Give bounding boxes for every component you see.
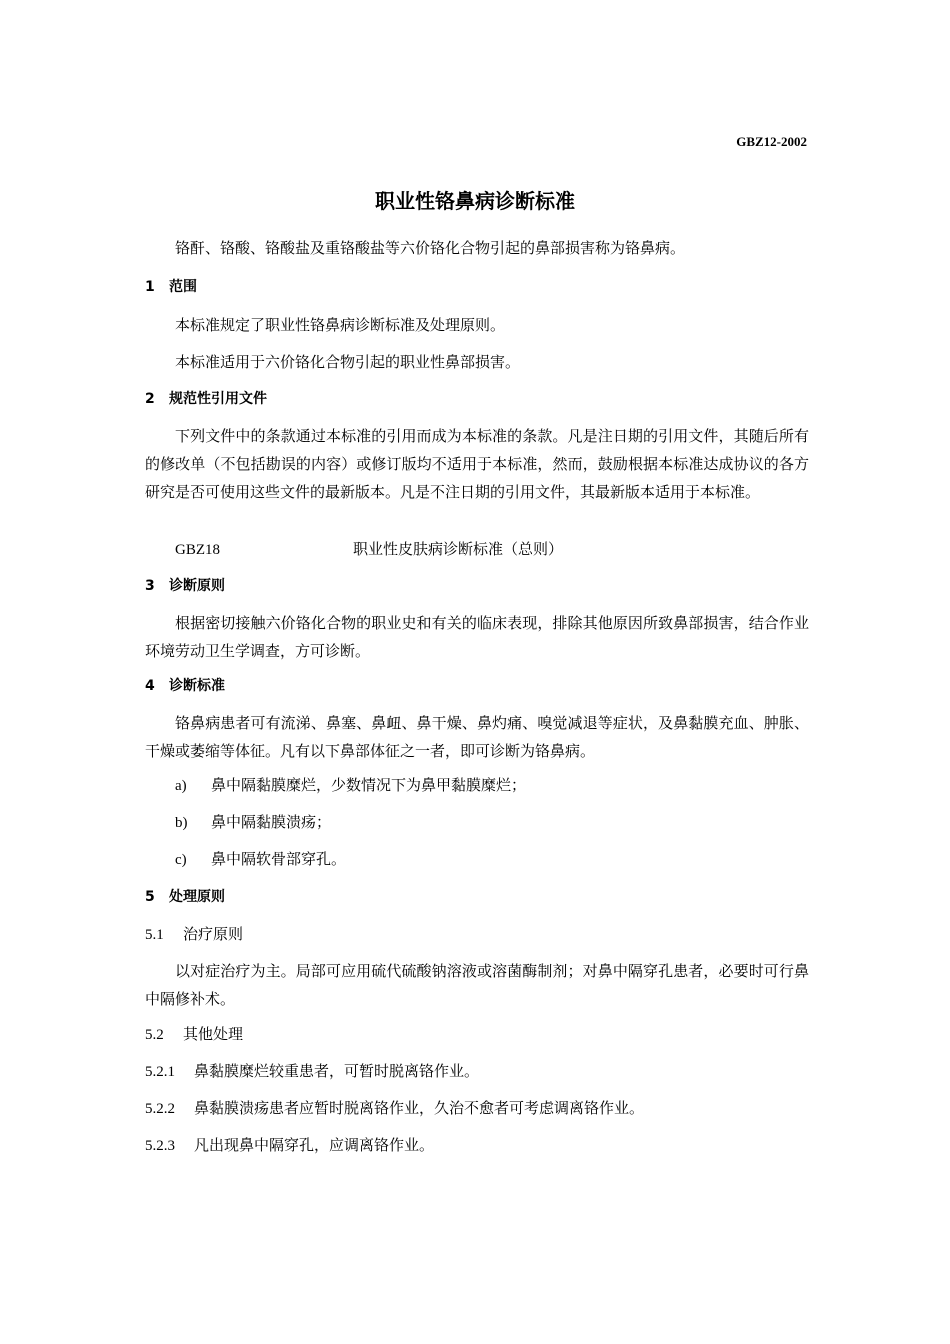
- subsection-5-2-heading: [145, 1020, 809, 1049]
- section-1-heading: [145, 273, 809, 301]
- subsection-5-1-paragraph: 以对症治疗为主。局部可应用硫代硫酸钠溶液或溶菌酶制剂；对鼻中隔穿孔患者，必要时可行鼻中隔修补术。: [145, 962, 809, 1008]
- section-title: 诊断标准: [169, 678, 225, 694]
- reference-title: 职业性皮肤病诊断标准（总则）: [353, 540, 564, 558]
- clause-5-2-1: [145, 1057, 809, 1086]
- subsection-title: 其他处理: [183, 1025, 244, 1043]
- intro-paragraph: 铬酐、铬酸、铬酸盐及重铬酸盐等六价铬化合物引起的鼻部损害称为铬鼻病。: [175, 239, 686, 257]
- standard-code: GBZ12-2002: [736, 134, 807, 149]
- clause-text: 鼻黏膜溃疡患者应暂时脱离铬作业，久治不愈者可考虑调离铬作业。: [194, 1099, 645, 1117]
- clause-number: 5.2.3: [145, 1138, 175, 1154]
- section-number: 5: [145, 889, 155, 905]
- section-4-heading: [145, 672, 809, 700]
- section-number: 3: [145, 578, 155, 594]
- section-title: 规范性引用文件: [169, 391, 267, 407]
- clause-number: 5.2.2: [145, 1101, 175, 1117]
- clause-text: 凡出现鼻中隔穿孔，应调离铬作业。: [194, 1136, 435, 1154]
- page-title: 职业性铬鼻病诊断标准: [375, 189, 575, 213]
- section-number: 2: [145, 391, 155, 407]
- clause-text: 鼻黏膜糜烂较重患者，可暂时脱离铬作业。: [194, 1062, 480, 1080]
- section-3-paragraph: 根据密切接触六价铬化合物的职业史和有关的临床表现，排除其他原因所致鼻部损害，结合作业环境劳动卫生学调查，方可诊断。: [145, 614, 809, 660]
- list-item-label: c): [175, 852, 187, 868]
- list-item: [145, 808, 839, 837]
- clause-number: 5.2.1: [145, 1064, 175, 1080]
- section-number: 1: [145, 279, 155, 295]
- list-item-label: b): [175, 815, 188, 831]
- subsection-title: 治疗原则: [183, 925, 244, 943]
- section-5-heading: [145, 883, 809, 911]
- reference-code: GBZ18: [175, 542, 220, 558]
- section-title: 范围: [169, 279, 197, 295]
- list-item-text: 鼻中隔黏膜糜烂，少数情况下为鼻甲黏膜糜烂；: [211, 776, 527, 794]
- section-2-heading: [145, 385, 809, 413]
- section-1-paragraph-1: 本标准规定了职业性铬鼻病诊断标准及处理原则。: [175, 316, 506, 334]
- section-number: 4: [145, 678, 155, 694]
- section-2-paragraph: 下列文件中的条款通过本标准的引用而成为本标准的条款。凡是注日期的引用文件，其随后所有的修改单（不包括勘误的内容）或修订版均不适用于本标准，然而，鼓励根据本标准达成协议的各方研究是否可使用这些文件的最新版本。凡是不注日期的引用文件，其最新版本适用于本标准。: [145, 427, 809, 501]
- list-item-label: a): [175, 778, 187, 794]
- subsection-5-1-heading: [145, 920, 809, 949]
- section-title: 处理原则: [169, 889, 225, 905]
- list-item-text: 鼻中隔黏膜溃疡；: [211, 813, 332, 831]
- clause-5-2-2: [145, 1094, 809, 1123]
- reference-entry: [145, 535, 839, 564]
- list-item: [145, 845, 839, 874]
- section-title: 诊断原则: [169, 578, 225, 594]
- section-4-paragraph: 铬鼻病患者可有流涕、鼻塞、鼻衄、鼻干燥、鼻灼痛、嗅觉减退等症状，及鼻黏膜充血、肿胀、干燥或萎缩等体征。凡有以下鼻部体征之一者，即可诊断为铬鼻病。: [145, 714, 809, 760]
- list-item: [145, 771, 839, 800]
- subsection-number: 5.1: [145, 927, 164, 943]
- list-item-text: 鼻中隔软骨部穿孔。: [211, 850, 347, 868]
- clause-5-2-3: [145, 1131, 809, 1160]
- subsection-number: 5.2: [145, 1027, 164, 1043]
- section-3-heading: [145, 572, 809, 600]
- section-1-paragraph-2: 本标准适用于六价铬化合物引起的职业性鼻部损害。: [175, 353, 521, 371]
